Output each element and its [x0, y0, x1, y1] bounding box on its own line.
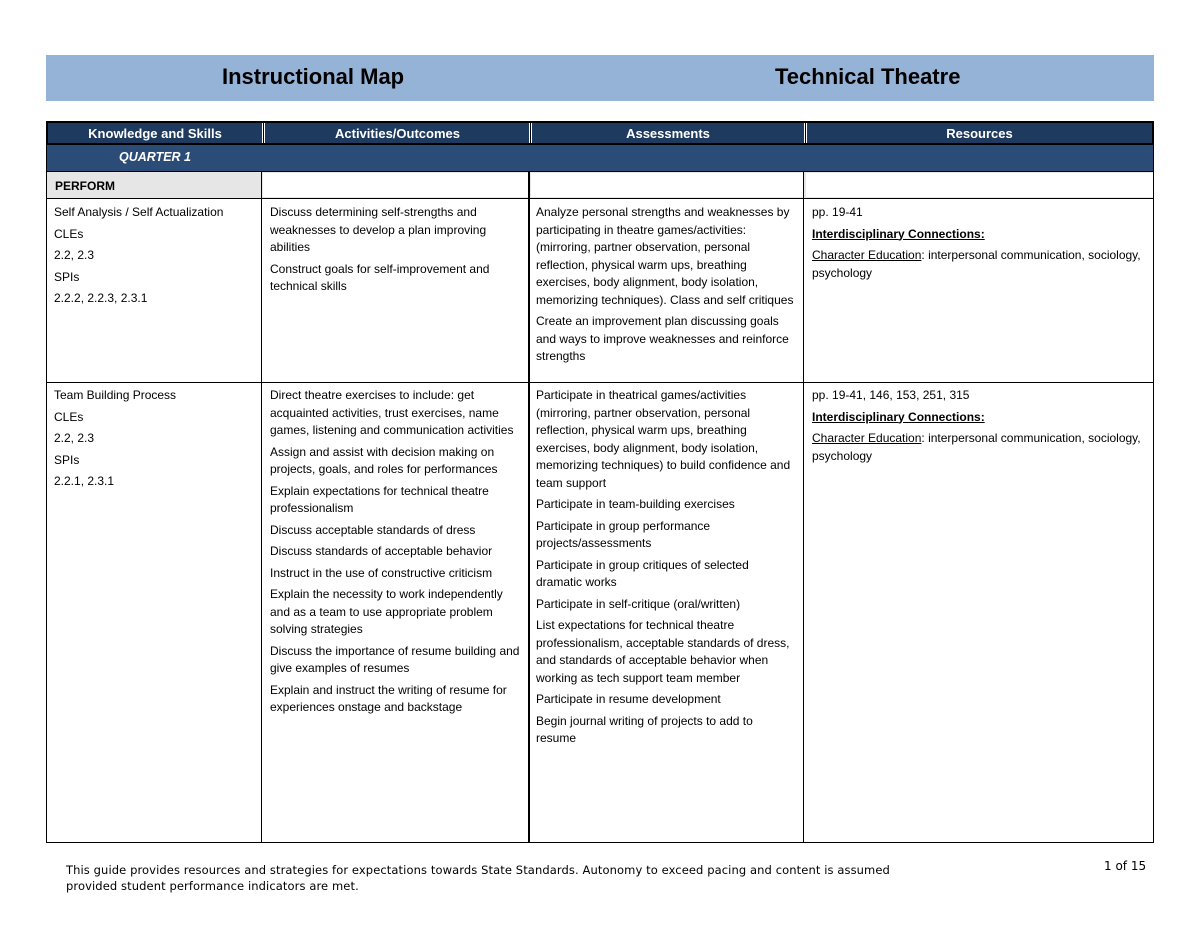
- activity-item: Discuss the importance of resume building and give examples of resumes: [270, 643, 520, 675]
- column-header-knowledge: Knowledge and Skills: [88, 126, 222, 141]
- activity-item: Explain and instruct the writing of resume for experiences onstage and backstage: [270, 682, 507, 714]
- connections-heading: Interdisciplinary Connections:: [812, 226, 985, 241]
- assessment-item: Participate in theatrical games/activities (mirroring, partner observation, personal reflection, physical warm ups, breathing exercises, body alignment, body isolation, memorizing techniques) to build confidence and team support: [536, 388, 791, 490]
- connection-label: Character Education: [812, 431, 922, 445]
- section-empty-cell: [263, 173, 529, 197]
- skill-topic: Self Analysis / Self Actualization: [54, 205, 224, 219]
- title-banner: [46, 55, 1154, 101]
- resource-pages: pp. 19-41, 146, 153, 251, 315: [812, 388, 970, 402]
- activities-cell: [270, 387, 520, 721]
- column-header-assessments: Assessments: [626, 126, 710, 141]
- assessment-item: Begin journal writing of projects to add to resume: [536, 713, 753, 745]
- connection-entry: [812, 430, 1142, 465]
- section-row: [46, 171, 1154, 199]
- table-border-bottom: [46, 842, 1154, 843]
- activity-item: Discuss acceptable standards of dress: [270, 522, 476, 537]
- activity-item: Explain the necessity to work independently and as a team to use appropriate problem solving strategies: [270, 587, 503, 636]
- activities-cell: [270, 204, 520, 300]
- connection-label: Character Education: [812, 248, 922, 262]
- skill-line: SPIs: [54, 452, 80, 467]
- table-header-row: [46, 121, 1154, 145]
- section-empty-cell: [806, 173, 1153, 197]
- skill-line: CLEs: [54, 226, 84, 241]
- assessment-item: Participate in self-critique (oral/written): [536, 596, 741, 611]
- skill-topic: Team Building Process: [54, 388, 177, 402]
- section-empty-cell: [531, 173, 804, 197]
- instructional-map-table: [46, 121, 1154, 843]
- row-divider: [46, 382, 1154, 383]
- assessments-cell: [536, 204, 796, 370]
- resources-cell: [812, 387, 1142, 469]
- quarter-row: [46, 145, 1154, 171]
- resource-pages: pp. 19-41: [812, 205, 863, 219]
- skill-line: 2.2, 2.3: [54, 431, 95, 445]
- activity-item: Instruct in the use of constructive criticism: [270, 565, 493, 580]
- section-label: PERFORM: [55, 179, 115, 193]
- quarter-label: QUARTER 1: [119, 150, 192, 164]
- skill-line: 2.2, 2.3: [54, 248, 95, 262]
- activity-item: Construct goals for self-improvement and technical skills: [270, 261, 490, 293]
- connection-text: : interpersonal communication, sociology, psychology: [812, 431, 1141, 463]
- skill-line: 2.2.2, 2.2.3, 2.3.1: [54, 291, 148, 305]
- assessments-cell: [536, 387, 796, 752]
- column-header-activities: Activities/Outcomes: [335, 126, 460, 141]
- activity-item: Discuss standards of acceptable behavior: [270, 544, 493, 558]
- document-title: Instructional Map: [222, 64, 405, 89]
- activity-item: Assign and assist with decision making on projects, goals, and roles for performances: [270, 444, 498, 476]
- connections-heading: Interdisciplinary Connections:: [812, 409, 985, 424]
- column-header-resources: Resources: [946, 126, 1013, 141]
- column-line: [528, 171, 530, 843]
- table-row: [54, 387, 258, 495]
- footer-note: This guide provides resources and strategies for expectations towards State Standards. Autonomy to exceed pacing and content is assumed provided student performance indicators are met.: [66, 863, 890, 893]
- connection-entry: [812, 247, 1142, 282]
- skill-line: CLEs: [54, 409, 84, 424]
- skill-line: 2.2.1, 2.3.1: [54, 474, 115, 488]
- column-line: [803, 171, 804, 843]
- skill-line: SPIs: [54, 269, 80, 284]
- assessment-item: Create an improvement plan discussing goals and ways to improve weaknesses and reinforce strengths: [536, 314, 789, 363]
- assessment-item: Participate in team-building exercises: [536, 497, 735, 511]
- assessment-item: List expectations for technical theatre professionalism, acceptable standards of dress, and standards of acceptable behavior when working as tech support team member: [536, 618, 790, 685]
- table-border-left: [46, 171, 47, 843]
- column-line: [261, 171, 262, 843]
- table-border-right: [1153, 171, 1154, 843]
- table-row: [54, 204, 258, 312]
- activity-item: Explain expectations for technical theatre professionalism: [270, 483, 489, 515]
- page-number: 1 of 15: [1104, 859, 1147, 873]
- connection-text: : interpersonal communication, sociology, psychology: [812, 248, 1141, 280]
- assessment-item: Participate in resume development: [536, 692, 721, 706]
- assessment-item: Analyze personal strengths and weaknesses by participating in theatre games/activities: (mirroring, partner observation, personal reflection, physical warm ups, breathing exercises, body alignment, body isolation, memorizing techniques). Class and self critiques: [536, 205, 794, 307]
- activity-item: Discuss determining self-strengths and weaknesses to develop a plan improving abilities: [270, 205, 487, 254]
- assessment-item: Participate in group performance projects/assessments: [536, 518, 711, 550]
- resources-cell: [812, 204, 1142, 286]
- subject-title: Technical Theatre: [775, 64, 961, 89]
- assessment-item: Participate in group critiques of selected dramatic works: [536, 557, 749, 589]
- activity-item: Direct theatre exercises to include: get acquainted activities, trust exercises, name games, listening and communication activities: [270, 388, 514, 437]
